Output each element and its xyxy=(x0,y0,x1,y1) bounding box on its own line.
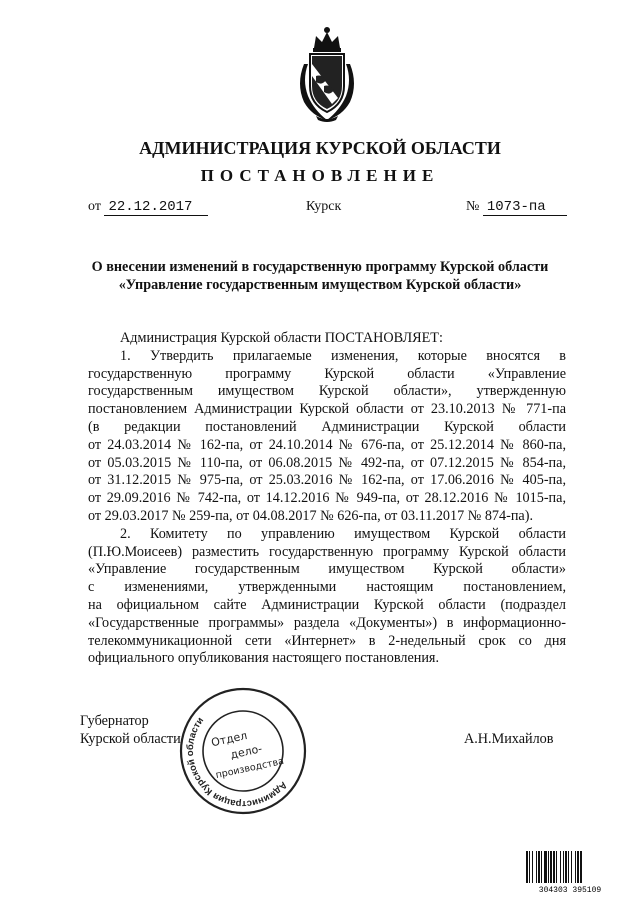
paragraph-1-line: постановлением Администрации Курской области от 23.10.2013 № 771-па xyxy=(88,401,566,418)
barcode-bar xyxy=(556,851,557,883)
document-date: 22.12.2017 xyxy=(104,199,208,216)
number-prefix: № xyxy=(466,199,480,214)
barcode-bar xyxy=(571,851,572,883)
signatory-name: А.Н.Михайлов xyxy=(464,731,554,747)
stamp-center-line-2: дело- xyxy=(229,742,264,762)
paragraph-1 xyxy=(88,348,566,526)
barcode-bar xyxy=(550,851,552,883)
paragraph-1-line: от 29.03.2017 № 259-па, от 04.08.2017 № 626-па, от 03.11.2017 № 874-па). xyxy=(88,507,534,524)
document-body xyxy=(88,330,566,668)
position-line-2: Курской области xyxy=(80,731,181,747)
signatory-position xyxy=(80,712,181,748)
paragraph-1-line: государственную программу Курской области «Управление xyxy=(88,365,566,382)
barcode-bar xyxy=(560,851,561,883)
barcode-bar xyxy=(568,851,569,883)
body-intro: Администрация Курской области ПОСТАНОВЛЯЕТ: xyxy=(120,330,443,346)
stamp-center-line-1: Отдел xyxy=(210,728,249,750)
coat-of-arms-emblem xyxy=(292,24,362,124)
paragraph-2-line: телекоммуникационной сети «Интернет» в 2-недельный срок со дня xyxy=(88,632,566,649)
office-stamp xyxy=(176,684,310,818)
position-line-1: Губернатор xyxy=(80,713,149,729)
barcode-bar xyxy=(575,851,576,883)
paragraph-1-line: (в редакции постановлений Администрации Курской области xyxy=(88,418,566,435)
barcode-bar xyxy=(580,851,582,883)
subject-line-1: О внесении изменений в государственную программу Курской области xyxy=(91,259,549,275)
paragraph-1-line: от 05.03.2015 № 110-па, от 06.08.2015 № 492-па, от 07.12.2015 № 854-па, xyxy=(88,454,566,471)
barcode-bar xyxy=(577,851,579,883)
barcode-bar xyxy=(548,851,549,883)
organization-title: АДМИНИСТРАЦИЯ КУРСКОЙ ОБЛАСТИ xyxy=(139,138,501,158)
barcode-bar xyxy=(553,851,555,883)
barcode-bar xyxy=(529,851,530,883)
stamp-ring-text: Администрация Курской области xyxy=(184,715,289,810)
paragraph-1-line: 1. Утвердить прилагаемые изменения, которые вносятся в xyxy=(120,347,566,364)
barcode-bar xyxy=(532,851,533,883)
paragraph-2-line: «Управление государственным имуществом Курской области» xyxy=(88,561,566,578)
barcode-bar xyxy=(541,851,542,883)
paragraph-2 xyxy=(88,526,566,668)
barcode-bar xyxy=(536,851,537,883)
paragraph-2-line: на официальном сайте Администрации Курской области (подраздел xyxy=(88,596,566,613)
document-number: 1073-па xyxy=(483,199,567,216)
document-subject xyxy=(70,258,570,294)
document-type-title: ПОСТАНОВЛЕНИЕ xyxy=(200,166,440,185)
date-prefix: от xyxy=(88,199,101,214)
barcode-bar xyxy=(538,851,540,883)
number-block xyxy=(466,199,567,216)
paragraph-1-line: государственным имуществом Курской области», утвержденную xyxy=(88,383,566,400)
paragraph-1-line: от 29.09.2016 № 742-па, от 14.12.2016 № 949-па, от 28.12.2016 № 1015-па, xyxy=(88,490,566,507)
date-block xyxy=(88,199,208,216)
paragraph-2-line: официального опубликования настоящего постановления. xyxy=(88,650,440,667)
barcode xyxy=(524,850,616,894)
paragraph-1-line: от 24.03.2014 № 162-па, от 24.10.2014 № 676-па, от 25.12.2014 № 860-па, xyxy=(88,436,566,453)
paragraph-2-line: с изменениями, утвержденными настоящим постановлением, xyxy=(88,579,566,596)
paragraph-2-line: «Государственные программы» раздела «Документы») в информационно- xyxy=(88,614,566,631)
paragraph-2-line: (П.Ю.Моисеев) разместить государственную программу Курской области xyxy=(88,543,566,560)
barcode-bar xyxy=(544,851,547,883)
barcode-bar xyxy=(565,851,567,883)
barcode-number: 304303 395109 xyxy=(538,886,602,894)
paragraph-1-line: от 31.12.2015 № 975-па, от 25.03.2016 № 162-па, от 17.06.2016 № 405-па, xyxy=(88,472,566,489)
paragraph-2-line: 2. Комитету по управлению имуществом Курской области xyxy=(120,525,566,542)
barcode-bar xyxy=(526,851,528,883)
barcode-bar xyxy=(563,851,564,883)
subject-line-2: «Управление государственным имуществом Курской области» xyxy=(118,277,522,293)
stamp-center-line-3: производства xyxy=(214,755,285,782)
document-city: Курск xyxy=(306,199,342,214)
